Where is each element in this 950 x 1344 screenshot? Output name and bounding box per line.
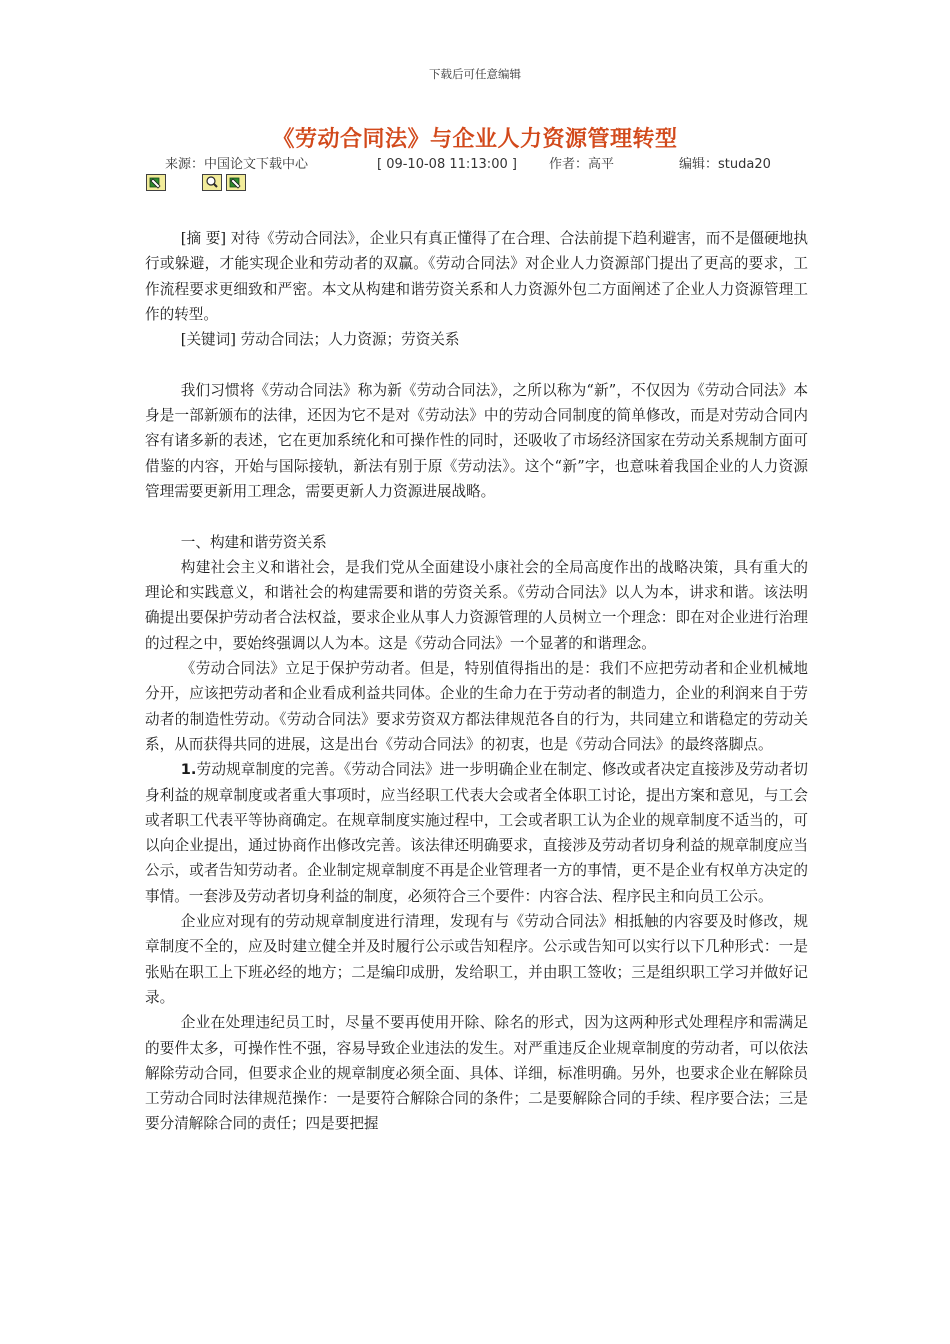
section-heading: 一、构建和谐劳资关系: [180, 533, 327, 551]
intro-paragraph: 我们习惯将《劳动合同法》称为新《劳动合同法》，之所以称为“新”，不仅因为《劳动合同法》本身是一部新颁布的法律，还因为它不是对《劳动法》中的劳动合同制度的简单修改，而是对劳动合同内容有诸多新的表述，它在更加系统化和可操作性的同时，还吸收了市场经济国家在劳动关系规制方面可借鉴的内容，开始与国际接轨，新法有别于原《劳动法》。这个“新”字，也意味着我国企业的人力资源管理需要更新用工理念，需要更新人力资源进展战略。: [145, 381, 808, 500]
editor-label-text: 编辑：: [679, 157, 719, 172]
pen-icon[interactable]: [226, 174, 246, 191]
keywords-paragraph: [关键词] 劳动合同法；人力资源；劳资关系: [180, 331, 460, 349]
abstract-paragraph: [摘 要] 对待《劳动合同法》，企业只有真正懂得了在合理、合法前提下趋利避害，而不是僵硬地执行或躲避，才能实现企业和劳动者的双赢。《劳动合同法》对企业人力资源部门提出了更高的要求，工作流程要求更细致和严密。本文从构建和谐劳资关系和人力资源外包二方面阐述了企业人力资源管理工作的转型。: [145, 230, 808, 323]
numbered-paragraph: [145, 757, 808, 909]
body-paragraph: 企业在处理违纪员工时，尽量不要再使用开除、除名的形式，因为这两种形式处理程序和需满足的要件太多，可操作性不强，容易导致企业违法的发生。对严重违反企业规章制度的劳动者，可以依法解除劳动合同，但要求企业的规章制度必须全面、具体、详细，标准明确。另外，也要求企业在解除员工劳动合同时法律规范操作：一是要符合解除合同的条件；二是要解除合同的手续、程序要合法；三是要分清解除合同的责任；四是要把握: [145, 1014, 808, 1133]
author-label: 作者：高平: [549, 157, 615, 172]
pen-icon[interactable]: [146, 174, 166, 191]
publish-time: [ 09-10-08 11:13:00 ]: [377, 157, 517, 172]
item-number: 1.: [180, 761, 197, 779]
article-meta: [165, 153, 805, 172]
header-note: 下载后可任意编辑: [429, 67, 521, 81]
body-paragraph: 《劳动合同法》立足于保护劳动者。但是，特别值得指出的是：我们不应把劳动者和企业机械地分开，应该把劳动者和企业看成利益共同体。企业的生命力在于劳动者的制造力，企业的利润来自于劳动者的制造性劳动。《劳动合同法》要求劳资双方都法律规范各自的行为，共同建立和谐稳定的劳动关系，从而获得共同的进展，这是出台《劳动合同法》的初衷，也是《劳动合同法》的最终落脚点。: [145, 660, 808, 753]
body-paragraph: 构建社会主义和谐社会，是我们党从全面建设小康社会的全局高度作出的战略决策，具有重大的理论和实践意义，和谐社会的构建需要和谐的劳资关系。《劳动合同法》以人为本，讲求和谐。该法明确提出要保护劳动者合法权益，要求企业从事人力资源管理的人员树立一个理念：即在对企业进行治理的过程之中，要始终强调以人为本。这是《劳动合同法》一个显著的和谐理念。: [145, 558, 808, 652]
item-text: 劳动规章制度的完善。《劳动合同法》进一步明确企业在制定、修改或者决定直接涉及劳动者切身利益的规章制度或者重大事项时，应当经职工代表大会或者全体职工讨论，提出方案和意见，与工会或者职工代表平等协商确定。在规章制度实施过程中，工会或者职工认为企业的规章制度不适当的，可以向企业提出，通过协商作出修改完善。该法律还明确要求，直接涉及劳动者切身利益的规章制度应当公示，或者告知劳动者。企业制定规章制度不再是企业管理者一方的事情，更不是企业有权单方决定的事情。一套涉及劳动者切身利益的制度，必须符合三个要件：内容合法、程序民主和向员工公示。: [145, 761, 808, 905]
editor-name: studa20: [718, 157, 771, 172]
article-title: 《劳动合同法》与企业人力资源管理转型: [272, 126, 678, 152]
source-label: 来源：中国论文下载中心: [165, 157, 309, 172]
editor-label: [679, 153, 771, 172]
magnifier-icon[interactable]: [202, 174, 222, 191]
body-paragraph: 企业应对现有的劳动规章制度进行清理，发现有与《劳动合同法》相抵触的内容要及时修改，规章制度不全的，应及时建立健全并及时履行公示或告知程序。公示或告知可以实行以下几种形式：一是张贴在职工上下班必经的地方；二是编印成册，发给职工，并由职工签收；三是组织职工学习并做好记录。: [145, 913, 808, 1006]
article-body: [145, 226, 808, 1137]
